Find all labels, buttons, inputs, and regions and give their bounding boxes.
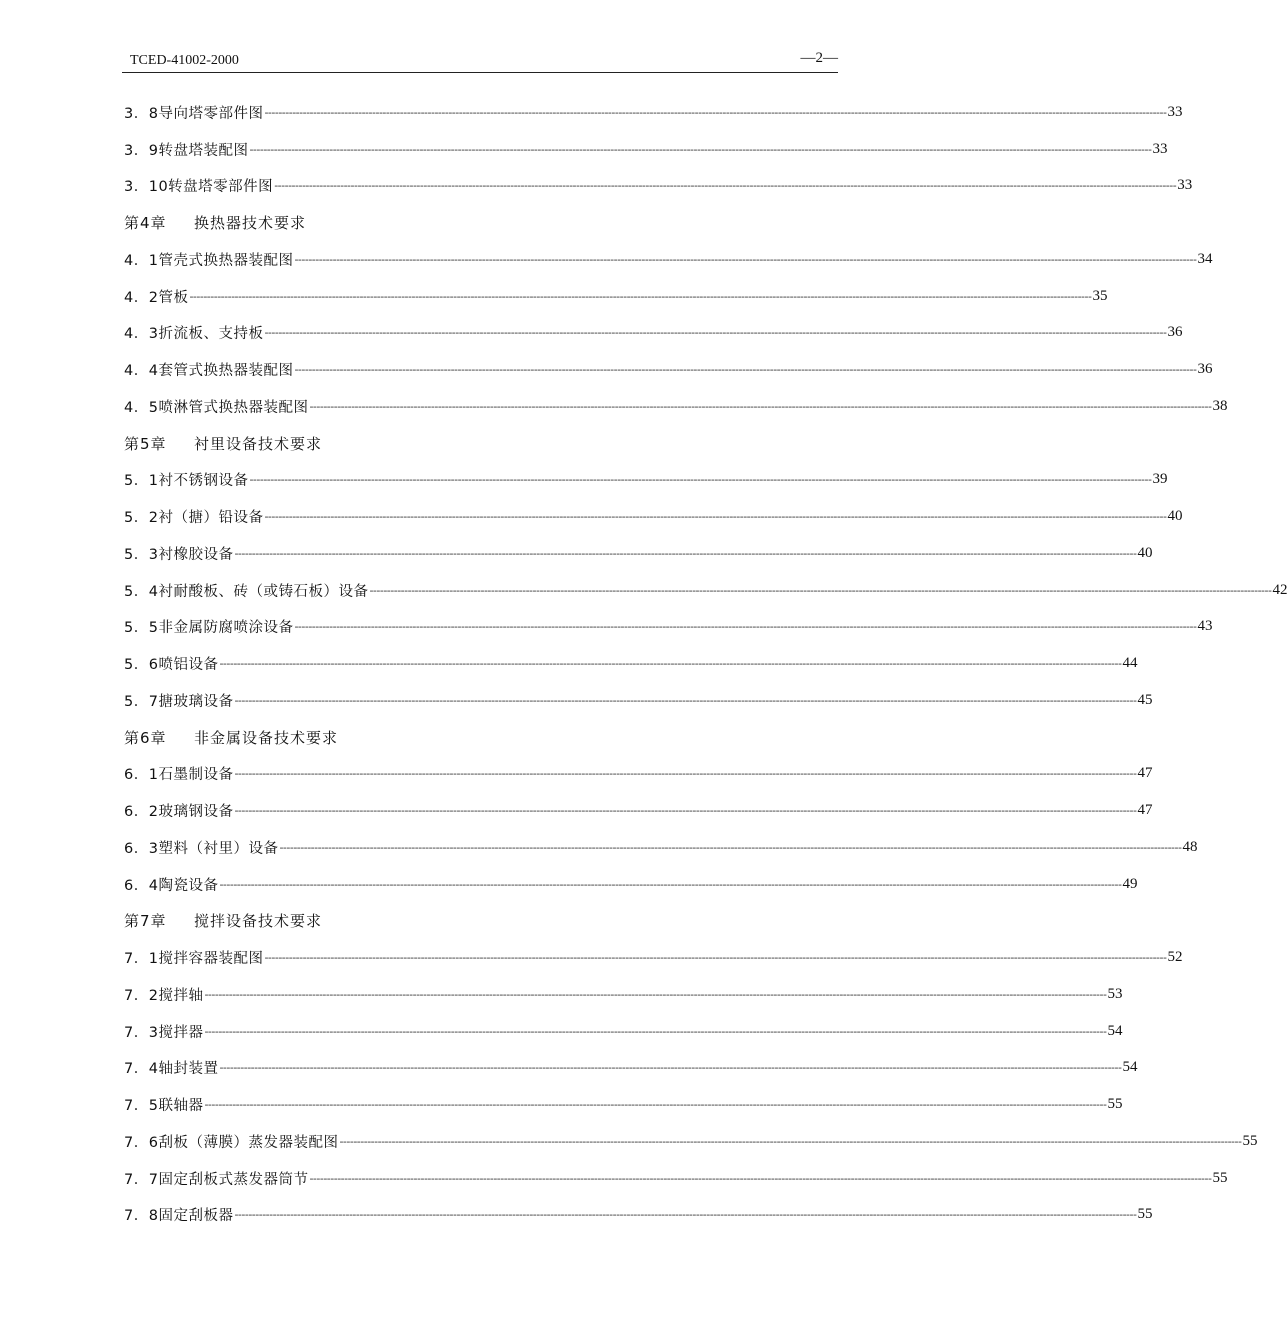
toc-entry-title: 7．3搅拌器 [124,1024,204,1041]
chapter-title: 非金属设备技术要求 [194,728,339,747]
toc-entry-title: 7．5联轴器 [124,1098,204,1115]
toc-entry[interactable] [124,535,1153,572]
dot-leader: -------------------------------------------------------------------------------------------------------------------------------------------------------------------------------------------------------------------------------------------------------------------- [294,620,1197,634]
dot-leader: -------------------------------------------------------------------------------------------------------------------------------------------------------------------------------------------------------------------------------------------------------------------- [264,326,1167,340]
dot-leader: -------------------------------------------------------------------------------------------------------------------------------------------------------------------------------------------------------------------------------------------------------------------- [234,693,1137,707]
dot-leader: -------------------------------------------------------------------------------------------------------------------------------------------------------------------------------------------------------------------------------------------------------------------- [294,252,1197,266]
toc-chapter-heading[interactable] [124,719,810,756]
toc-entry[interactable] [124,1160,1228,1197]
toc-page-number: 48 [1182,838,1198,855]
dot-leader: -------------------------------------------------------------------------------------------------------------------------------------------------------------------------------------------------------------------------------------------------------------------- [204,987,1107,1001]
toc-chapter-heading[interactable] [124,903,810,940]
toc-entry-title: 7．2搅拌轴 [124,987,204,1004]
dot-leader: -------------------------------------------------------------------------------------------------------------------------------------------------------------------------------------------------------------------------------------------------------------------- [234,804,1137,818]
toc-page-number: 55 [1137,1206,1153,1223]
toc-entry[interactable] [124,498,1183,535]
toc-entry[interactable] [124,1013,1123,1050]
chapter-title: 换热器技术要求 [194,214,307,233]
dot-leader: -------------------------------------------------------------------------------------------------------------------------------------------------------------------------------------------------------------------------------------------------------------------- [279,840,1182,854]
document-code: TCED-41002-2000 [130,53,239,68]
toc-page-number: 42 [1272,581,1287,598]
page-number: —2— [800,50,838,66]
page-header [122,50,838,73]
toc-page-number: 49 [1122,875,1138,892]
toc-entry-title: 5．7搪玻璃设备 [124,693,234,710]
toc-entry-title: 6．1石墨制设备 [124,767,234,784]
toc-page-number: 40 [1167,508,1183,525]
toc-entry-title: 3．8导向塔零部件图 [124,105,264,122]
toc-entry[interactable] [124,645,1138,682]
toc-entry-title: 5．6喷铝设备 [124,657,219,674]
toc-entry-title: 5．2衬（搪）铅设备 [124,510,264,527]
toc-entry-title: 7．7固定刮板式蒸发器筒节 [124,1171,309,1188]
toc-entry[interactable] [124,572,1287,609]
toc-entry[interactable] [124,976,1123,1013]
toc-entry[interactable] [124,756,1153,793]
toc-page-number: 55 [1107,1096,1123,1113]
toc-page-number: 33 [1167,103,1183,120]
toc-chapter-heading[interactable] [124,425,810,462]
toc-entry-title: 3．9转盘塔装配图 [124,142,249,159]
toc-entry-title: 6．2玻璃钢设备 [124,804,234,821]
dot-leader: -------------------------------------------------------------------------------------------------------------------------------------------------------------------------------------------------------------------------------------------------------------------- [204,1098,1107,1112]
chapter-number: 第6章 [124,728,167,747]
toc-page-number: 52 [1167,949,1183,966]
dot-leader: -------------------------------------------------------------------------------------------------------------------------------------------------------------------------------------------------------------------------------------------------------------------- [249,142,1152,156]
dot-leader: -------------------------------------------------------------------------------------------------------------------------------------------------------------------------------------------------------------------------------------------------------------------- [249,473,1152,487]
toc-chapter-heading[interactable] [124,204,810,241]
toc-entry-title: 6．4陶瓷设备 [124,877,219,894]
faint-watermark [440,1310,560,1320]
dot-leader: -------------------------------------------------------------------------------------------------------------------------------------------------------------------------------------------------------------------------------------------------------------------- [219,657,1122,671]
dot-leader: -------------------------------------------------------------------------------------------------------------------------------------------------------------------------------------------------------------------------------------------------------------------- [294,363,1197,377]
toc-page-number: 35 [1092,287,1108,304]
toc-entry-title: 4．1管壳式换热器装配图 [124,252,294,269]
toc-entry-title: 5．3衬橡胶设备 [124,546,234,563]
toc-entry-title: 7．4轴封装置 [124,1061,219,1078]
toc-page-number: 54 [1107,1022,1123,1039]
toc-entry-title: 6．3塑料（衬里）设备 [124,840,279,857]
toc-entry[interactable] [124,792,1153,829]
dot-leader: -------------------------------------------------------------------------------------------------------------------------------------------------------------------------------------------------------------------------------------------------------------------- [234,1208,1137,1222]
dot-leader: -------------------------------------------------------------------------------------------------------------------------------------------------------------------------------------------------------------------------------------------------------------------- [309,1171,1212,1185]
toc-page-number: 47 [1137,802,1153,819]
toc-entry[interactable] [124,1050,1138,1087]
toc-page-number: 39 [1152,471,1168,488]
toc-page-number: 34 [1197,250,1213,267]
toc-page-number: 53 [1107,985,1123,1002]
toc-entry-title: 4．4套管式换热器装配图 [124,363,294,380]
toc-entry[interactable] [124,866,1138,903]
chapter-number: 第7章 [124,912,167,931]
toc-page-number: 44 [1122,655,1138,672]
toc-entry[interactable] [124,1197,1153,1234]
toc-page-number: 47 [1137,765,1153,782]
chapter-title: 衬里设备技术要求 [194,434,323,453]
toc-entry[interactable] [124,388,1228,425]
dot-leader: -------------------------------------------------------------------------------------------------------------------------------------------------------------------------------------------------------------------------------------------------------------------- [234,546,1137,560]
dot-leader: -------------------------------------------------------------------------------------------------------------------------------------------------------------------------------------------------------------------------------------------------------------------- [219,877,1122,891]
toc-page-number: 45 [1137,691,1153,708]
toc-entry-title: 3．10转盘塔零部件图 [124,179,274,196]
toc-page-number: 33 [1152,140,1168,157]
dot-leader: -------------------------------------------------------------------------------------------------------------------------------------------------------------------------------------------------------------------------------------------------------------------- [309,399,1212,413]
chapter-number: 第4章 [124,214,167,233]
toc-page-number: 55 [1242,1132,1258,1149]
toc-entry-title: 4．2管板 [124,289,189,306]
toc-entry-title: 5．4衬耐酸板、砖（或铸石板）设备 [124,583,369,600]
toc-entry[interactable] [124,609,1213,646]
toc-entry-title: 4．5喷淋管式换热器装配图 [124,399,309,416]
chapter-number: 第5章 [124,434,167,453]
toc-entry[interactable] [124,241,1213,278]
dot-leader: -------------------------------------------------------------------------------------------------------------------------------------------------------------------------------------------------------------------------------------------------------------------- [369,583,1272,597]
dot-leader: -------------------------------------------------------------------------------------------------------------------------------------------------------------------------------------------------------------------------------------------------------------------- [264,105,1167,119]
toc-entry-title: 7．6刮板（薄膜）蒸发器装配图 [124,1134,339,1151]
dot-leader: -------------------------------------------------------------------------------------------------------------------------------------------------------------------------------------------------------------------------------------------------------------------- [219,1061,1122,1075]
toc-entry[interactable] [124,315,1183,352]
toc-entry-title: 5．1衬不锈钢设备 [124,473,249,490]
dot-leader: -------------------------------------------------------------------------------------------------------------------------------------------------------------------------------------------------------------------------------------------------------------------- [339,1134,1242,1148]
dot-leader: -------------------------------------------------------------------------------------------------------------------------------------------------------------------------------------------------------------------------------------------------------------------- [264,951,1167,965]
dot-leader: -------------------------------------------------------------------------------------------------------------------------------------------------------------------------------------------------------------------------------------------------------------------- [264,510,1167,524]
dot-leader: -------------------------------------------------------------------------------------------------------------------------------------------------------------------------------------------------------------------------------------------------------------------- [204,1024,1107,1038]
toc-page-number: 40 [1137,544,1153,561]
toc-entry[interactable] [124,462,1168,499]
dot-leader: -------------------------------------------------------------------------------------------------------------------------------------------------------------------------------------------------------------------------------------------------------------------- [189,289,1092,303]
toc-entry[interactable] [124,939,1183,976]
toc-entry[interactable] [124,682,1153,719]
toc-page-number: 43 [1197,618,1213,635]
toc-entry[interactable] [124,1123,1258,1160]
toc-page-number: 33 [1177,177,1193,194]
chapter-title: 搅拌设备技术要求 [194,912,323,931]
toc-entry[interactable] [124,131,1168,168]
dot-leader: -------------------------------------------------------------------------------------------------------------------------------------------------------------------------------------------------------------------------------------------------------------------- [274,179,1177,193]
toc-entry-title: 7．8固定刮板器 [124,1208,234,1225]
toc-entry[interactable] [124,829,1198,866]
toc-page-number: 54 [1122,1059,1138,1076]
toc-page-number: 36 [1167,324,1183,341]
toc-entry[interactable] [124,1086,1123,1123]
toc-page-number: 38 [1212,397,1228,414]
toc-entry-title: 7．1搅拌容器装配图 [124,951,264,968]
toc-page-number: 36 [1197,361,1213,378]
toc-page-number: 55 [1212,1169,1228,1186]
toc-entry[interactable] [124,168,1193,205]
toc-entry[interactable] [124,278,1108,315]
toc-entry-title: 5．5非金属防腐喷涂设备 [124,620,294,637]
toc-entry[interactable] [124,94,1183,131]
dot-leader: -------------------------------------------------------------------------------------------------------------------------------------------------------------------------------------------------------------------------------------------------------------------- [234,767,1137,781]
toc-entry[interactable] [124,351,1213,388]
toc-entry-title: 4．3折流板、支持板 [124,326,264,343]
table-of-contents [124,94,1287,1233]
